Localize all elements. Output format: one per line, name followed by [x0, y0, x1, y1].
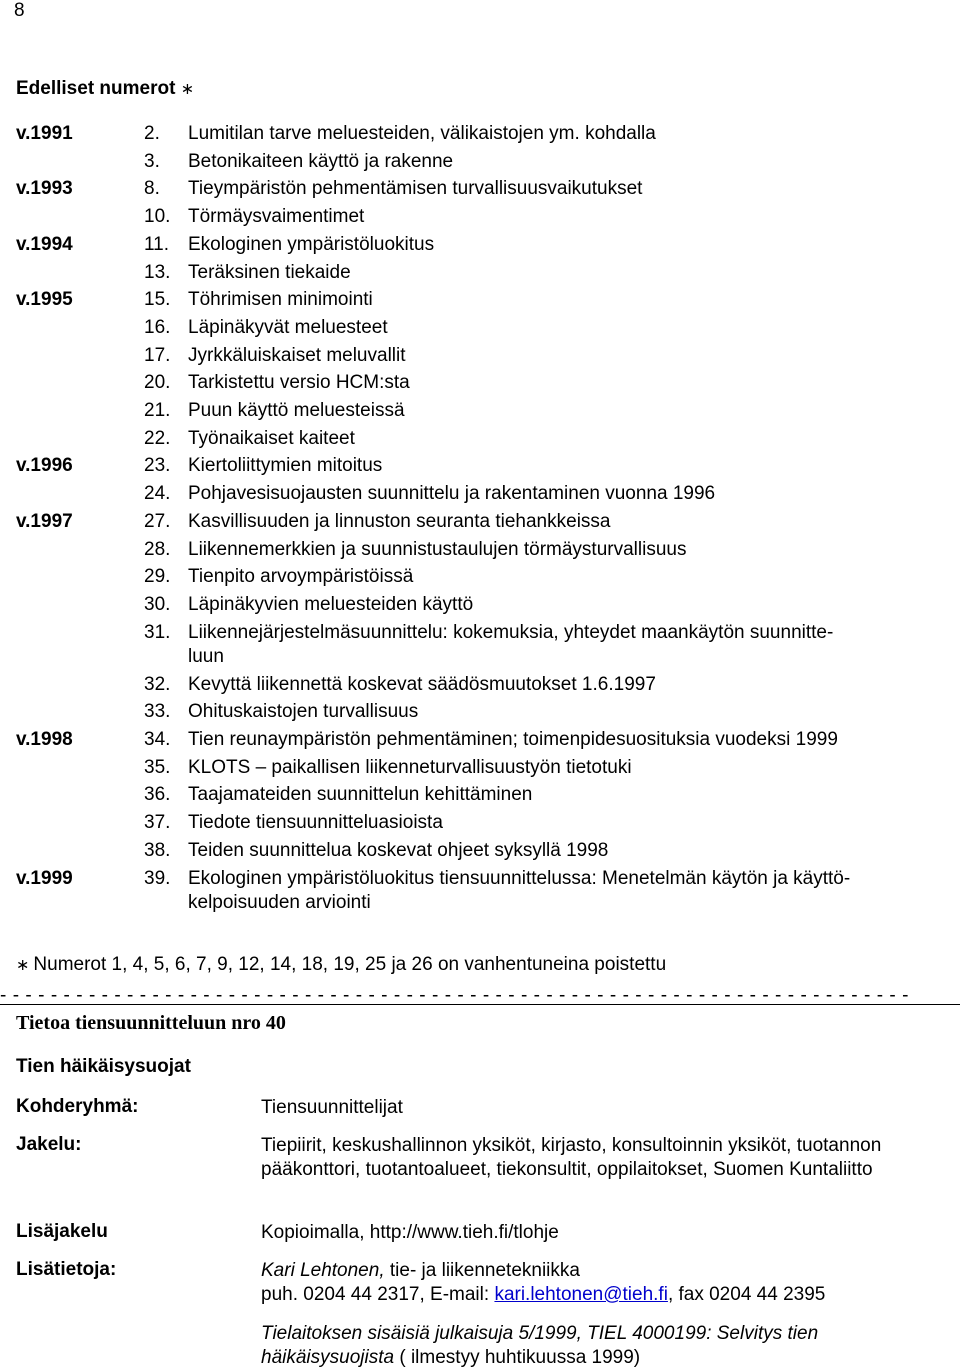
issue-row: [16, 425, 946, 453]
issue-number: 10.: [144, 206, 171, 228]
dashed-divider: - - - - - - - - - - - - - - - - - - - - - - - - - - - - - - - - - - - - - - - - - - - - - - - - - - - - - - - - - - - - - - - - - - - - - - - -: [0, 985, 909, 1006]
footnote: [16, 954, 666, 976]
issue-year: [16, 397, 144, 425]
phone-text: puh. 0204 44 2317, E-mail:: [261, 1284, 495, 1305]
issue-title: [188, 619, 946, 671]
issue-row: [16, 175, 946, 203]
contact-line: [261, 1259, 931, 1283]
issue-row: [16, 286, 946, 314]
issue-title-line: kelpoisuuden arviointi: [188, 891, 371, 913]
issue-year: [16, 754, 144, 782]
issue-row: [16, 698, 946, 726]
issue-row: [16, 342, 946, 370]
issue-row: [16, 148, 946, 176]
issue-title-line: Teräksinen tiekaide: [188, 261, 351, 283]
issue-year: v.1998: [16, 729, 73, 751]
footnote-text: Numerot 1, 4, 5, 6, 7, 9, 12, 14, 18, 19, 25 ja 26 on vanhentuneina poistettu: [33, 954, 667, 975]
issue-title: [188, 865, 946, 917]
issue-number: 37.: [144, 812, 171, 834]
issue-row: [16, 619, 946, 671]
issue-row: [16, 452, 946, 480]
series-title: Tielaitoksen sisäisiä julkaisuja 5/1999, TIEL 4000199: Selvitys tien häikäisysuojista: [261, 1323, 819, 1368]
issue-row: [16, 536, 946, 564]
issue-row: [16, 203, 946, 231]
issue-number: 33.: [144, 701, 171, 723]
issue-number: 17.: [144, 344, 171, 366]
issue-year: [16, 480, 144, 508]
issue-year: v.1993: [16, 178, 73, 200]
issue-year: [16, 698, 144, 726]
issue-title: [188, 809, 946, 837]
issue-year: [16, 591, 144, 619]
publication-title: Tien häikäisysuojat: [16, 1056, 191, 1077]
issue-number: 16.: [144, 316, 171, 338]
issue-title-line: Tieympäristön pehmentämisen turvallisuusvaikutukset: [188, 178, 643, 200]
issue-number: 2.: [144, 123, 160, 144]
contact-name: Kari Lehtonen,: [261, 1260, 385, 1281]
issue-title-line: Työnaikaiset kaiteet: [188, 427, 355, 449]
issue-number: 21.: [144, 400, 171, 422]
issue-title: [188, 754, 946, 782]
issue-title-line: Törmäysvaimentimet: [188, 206, 365, 228]
issue-row: [16, 120, 946, 148]
issue-number: 11.: [144, 233, 170, 255]
issue-title: [188, 203, 946, 231]
issue-title-line: Puun käyttö meluesteissä: [188, 400, 405, 422]
issue-number: 29.: [144, 566, 171, 588]
issue-row: [16, 837, 946, 865]
issue-title-line: Betonikaiteen käyttö ja rakenne: [188, 150, 454, 172]
issue-number: 23.: [144, 455, 171, 477]
issue-title: [188, 591, 946, 619]
issue-title: [188, 452, 946, 480]
issue-row: [16, 563, 946, 591]
issue-year: v.1994: [16, 233, 73, 255]
issue-title: [188, 425, 946, 453]
issue-title-line: Tien reunaympäristön pehmentäminen; toimenpidesuosituksia vuodeksi 1999: [188, 729, 838, 751]
issue-title-line: Ohituskaistojen turvallisuus: [188, 701, 419, 723]
issue-title-line: Ekologinen ympäristöluokitus tiensuunnittelussa: Menetelmän käytön ja käyttö-: [188, 867, 851, 889]
issue-title-line: Pohjavesisuojausten suunnittelu ja rakentaminen vuonna 1996: [188, 483, 716, 505]
footnote-asterisk-icon: ∗: [180, 79, 195, 98]
issue-row: [16, 809, 946, 837]
issue-number: 22.: [144, 427, 171, 449]
issue-title: [188, 726, 946, 754]
distribution-label: Jakelu:: [16, 1134, 82, 1155]
issue-year: [16, 342, 144, 370]
issue-row: [16, 369, 946, 397]
series-publish-note: ( ilmestyy huhtikuussa 1999): [394, 1347, 641, 1368]
issue-row: [16, 671, 946, 699]
issue-title: [188, 231, 946, 259]
issue-title-line: Ekologinen ympäristöluokitus: [188, 233, 435, 255]
issue-title-line: KLOTS – paikallisen liikenneturvallisuustyön tietotuki: [188, 756, 632, 778]
issue-number: 35.: [144, 756, 171, 778]
issue-title: [188, 175, 946, 203]
issue-title-line: Teiden suunnittelua koskevat ohjeet syksyllä 1998: [188, 839, 609, 861]
more-info-label: Lisätietoja:: [16, 1259, 117, 1280]
issue-year: [16, 619, 144, 671]
issue-number: 13.: [144, 261, 171, 283]
issue-row: [16, 726, 946, 754]
issue-year: [16, 369, 144, 397]
issue-year: v.1999: [16, 867, 73, 889]
target-group-label: Kohderyhmä:: [16, 1096, 139, 1117]
issue-number: 3.: [144, 150, 160, 172]
issue-title: [188, 314, 946, 342]
issue-year: [16, 259, 144, 287]
contact-block: [261, 1259, 931, 1307]
issue-title: [188, 698, 946, 726]
issue-number: 15.: [144, 289, 171, 311]
issue-year: [16, 837, 144, 865]
issue-title: [188, 480, 946, 508]
issue-number: 34.: [144, 729, 171, 751]
issue-year: v.1997: [16, 510, 73, 532]
issue-row: [16, 231, 946, 259]
issue-row: [16, 314, 946, 342]
issue-title-line: Läpinäkyvät meluesteet: [188, 316, 388, 338]
issue-title-line: Taajamateiden suunnittelun kehittäminen: [188, 784, 533, 806]
issue-year: [16, 809, 144, 837]
contact-role: tie- ja liikennetekniikka: [384, 1260, 580, 1281]
series-note: [261, 1322, 931, 1370]
issue-title-line: Tiedote tiensuunnitteluasioista: [188, 812, 443, 834]
issue-number: 38.: [144, 839, 171, 861]
solid-divider: [0, 1004, 960, 1005]
fax-text: , fax 0204 44 2395: [667, 1284, 826, 1305]
email-link[interactable]: kari.lehtonen@tieh.fi: [494, 1284, 668, 1305]
issue-number: 24.: [144, 483, 171, 505]
issue-row: [16, 865, 946, 917]
issue-title: [188, 369, 946, 397]
issue-row: [16, 754, 946, 782]
issue-row: [16, 508, 946, 536]
issue-title: [188, 781, 946, 809]
issue-row: [16, 259, 946, 287]
issue-number: 8.: [144, 178, 160, 200]
issue-number: 28.: [144, 538, 171, 560]
issue-title-line: Liikennejärjestelmäsuunnittelu: kokemuksia, yhteydet maankäytön suunnitte-: [188, 621, 834, 643]
issue-number: 39.: [144, 867, 171, 889]
issue-year: [16, 203, 144, 231]
issue-title: [188, 563, 946, 591]
issue-year: [16, 314, 144, 342]
issue-year: [16, 563, 144, 591]
issue-number: 20.: [144, 372, 171, 394]
issue-title: [188, 286, 946, 314]
issue-title: [188, 342, 946, 370]
contact-phone-line: [261, 1283, 931, 1307]
issue-title: [188, 837, 946, 865]
issue-number: 32.: [144, 673, 171, 695]
issue-row: [16, 591, 946, 619]
issue-number: 30.: [144, 593, 171, 615]
issue-title-line: Tienpito arvoympäristöissä: [188, 566, 414, 588]
section-title-text: Edelliset numerot: [16, 78, 176, 99]
issue-title-line: Jyrkkäluiskaiset meluvallit: [188, 344, 406, 366]
issue-title: [188, 508, 946, 536]
issue-year: v.1995: [16, 289, 73, 311]
issue-number: 27.: [144, 510, 171, 532]
issue-title-line: Kiertoliittymien mitoitus: [188, 455, 383, 477]
issue-title-line: Lumitilan tarve meluesteiden, välikaistojen ym. kohdalla: [188, 123, 656, 144]
extra-distribution-label: Lisäjakelu: [16, 1221, 108, 1242]
issue-title-line: Töhrimisen minimointi: [188, 289, 373, 311]
issue-row: [16, 397, 946, 425]
footnote-asterisk-icon: ∗: [16, 955, 30, 974]
issue-year: [16, 148, 144, 176]
issue-title: [188, 120, 946, 148]
issue-title-line: luun: [188, 645, 224, 667]
issue-number: 31.: [144, 621, 171, 643]
issue-row: [16, 480, 946, 508]
issue-year: [16, 781, 144, 809]
target-group-value: Tiensuunnittelijat: [261, 1097, 403, 1118]
issue-title-line: Liikennemerkkien ja suunnistustaulujen törmäysturvallisuus: [188, 538, 687, 560]
issue-number: 36.: [144, 784, 171, 806]
issue-title-line: Kevyttä liikennettä koskevat säädösmuutokset 1.6.1997: [188, 673, 656, 695]
issue-title: [188, 536, 946, 564]
issue-title: [188, 671, 946, 699]
extra-distribution-value: Kopioimalla, http://www.tieh.fi/tlohje: [261, 1222, 559, 1243]
page-number: 8: [14, 0, 25, 21]
issue-list: [16, 120, 946, 917]
issue-title: [188, 397, 946, 425]
issue-title-line: Läpinäkyvien meluesteiden käyttö: [188, 593, 474, 615]
issue-year: v.1996: [16, 455, 73, 477]
issue-year: [16, 671, 144, 699]
issue-year: [16, 425, 144, 453]
issue-title: [188, 259, 946, 287]
issue-title: [188, 148, 946, 176]
issue-row: [16, 781, 946, 809]
section-title: [16, 78, 194, 100]
issue-year: v.1991: [16, 123, 73, 144]
distribution-value: Tiepiirit, keskushallinnon yksiköt, kirjasto, konsultoinnin yksiköt, tuotannon pääkonttori, tuotantoalueet, tiekonsultit, oppilaitokset, Suomen Kuntaliitto: [261, 1135, 882, 1180]
issue-year: [16, 536, 144, 564]
info-title: Tietoa tiensuunnitteluun nro 40: [16, 1012, 286, 1034]
issue-title-line: Kasvillisuuden ja linnuston seuranta tiehankkeissa: [188, 510, 611, 532]
issue-title-line: Tarkistettu versio HCM:sta: [188, 372, 410, 394]
